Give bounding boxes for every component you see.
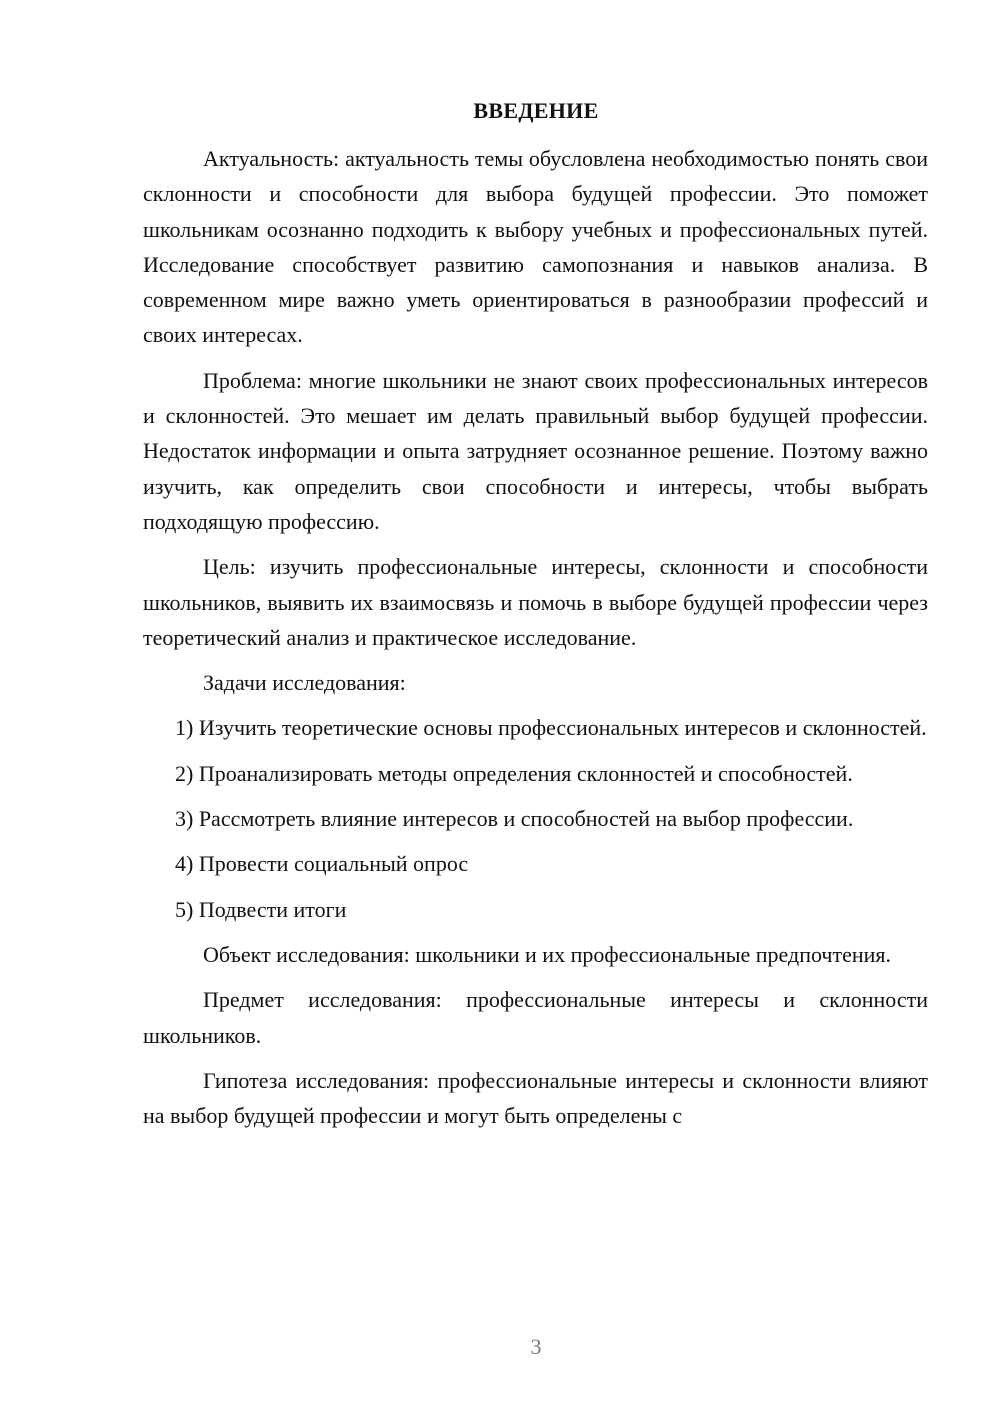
task-item-3: 3) Рассмотреть влияние интересов и способностей на выбор профессии. xyxy=(175,806,854,832)
page-number: 3 xyxy=(530,1334,542,1359)
problem-paragraph: Проблема: многие школьники не знают своих профессиональных интересов и склонностей. Это мешает им делать правильный выбор будущей профессии. Недостаток информации и опыта затрудняет осознанное решение. Поэтому важно изучить, как определить свои способности и интересы, чтобы выбрать подходящую профессию. xyxy=(143,367,928,534)
relevance-paragraph: Актуальность: актуальность темы обусловлена необходимостью понять свои склонности и способности для выбора будущей профессии. Это поможет школьникам осознанно подходить к выбору учебных и профессиональных путей. Исследование способствует развитию самопознания и навыков анализа. В современном мире важно уметь ориентироваться в разнообразии профессий и своих интересах. xyxy=(143,146,928,348)
task-item-2: 2) Проанализировать методы определения склонностей и способностей. xyxy=(175,760,853,786)
tasks-heading: Задачи исследования: xyxy=(203,670,406,696)
task-item-5: 5) Подвести итоги xyxy=(175,896,347,922)
object-paragraph: Объект исследования: школьники и их профессиональные предпочтения. xyxy=(203,941,892,967)
subject-paragraph: Предмет исследования: профессиональные интересы и склонности школьников. xyxy=(143,987,928,1048)
document-body xyxy=(143,141,928,1143)
goal-paragraph: Цель: изучить профессиональные интересы, склонности и способности школьников, выявить их взаимосвязь и помочь в выборе будущей профессии через теоретический анализ и практическое исследование. xyxy=(143,554,928,650)
task-item-4: 4) Провести социальный опрос xyxy=(175,851,469,877)
task-item-1: 1) Изучить теоретические основы профессиональных интересов и склонностей. xyxy=(175,715,927,741)
page-title: ВВЕДЕНИЕ xyxy=(473,98,599,123)
hypothesis-paragraph: Гипотеза исследования: профессиональные интересы и склонности влияют на выбор будущей профессии и могут быть определены с xyxy=(143,1067,928,1129)
